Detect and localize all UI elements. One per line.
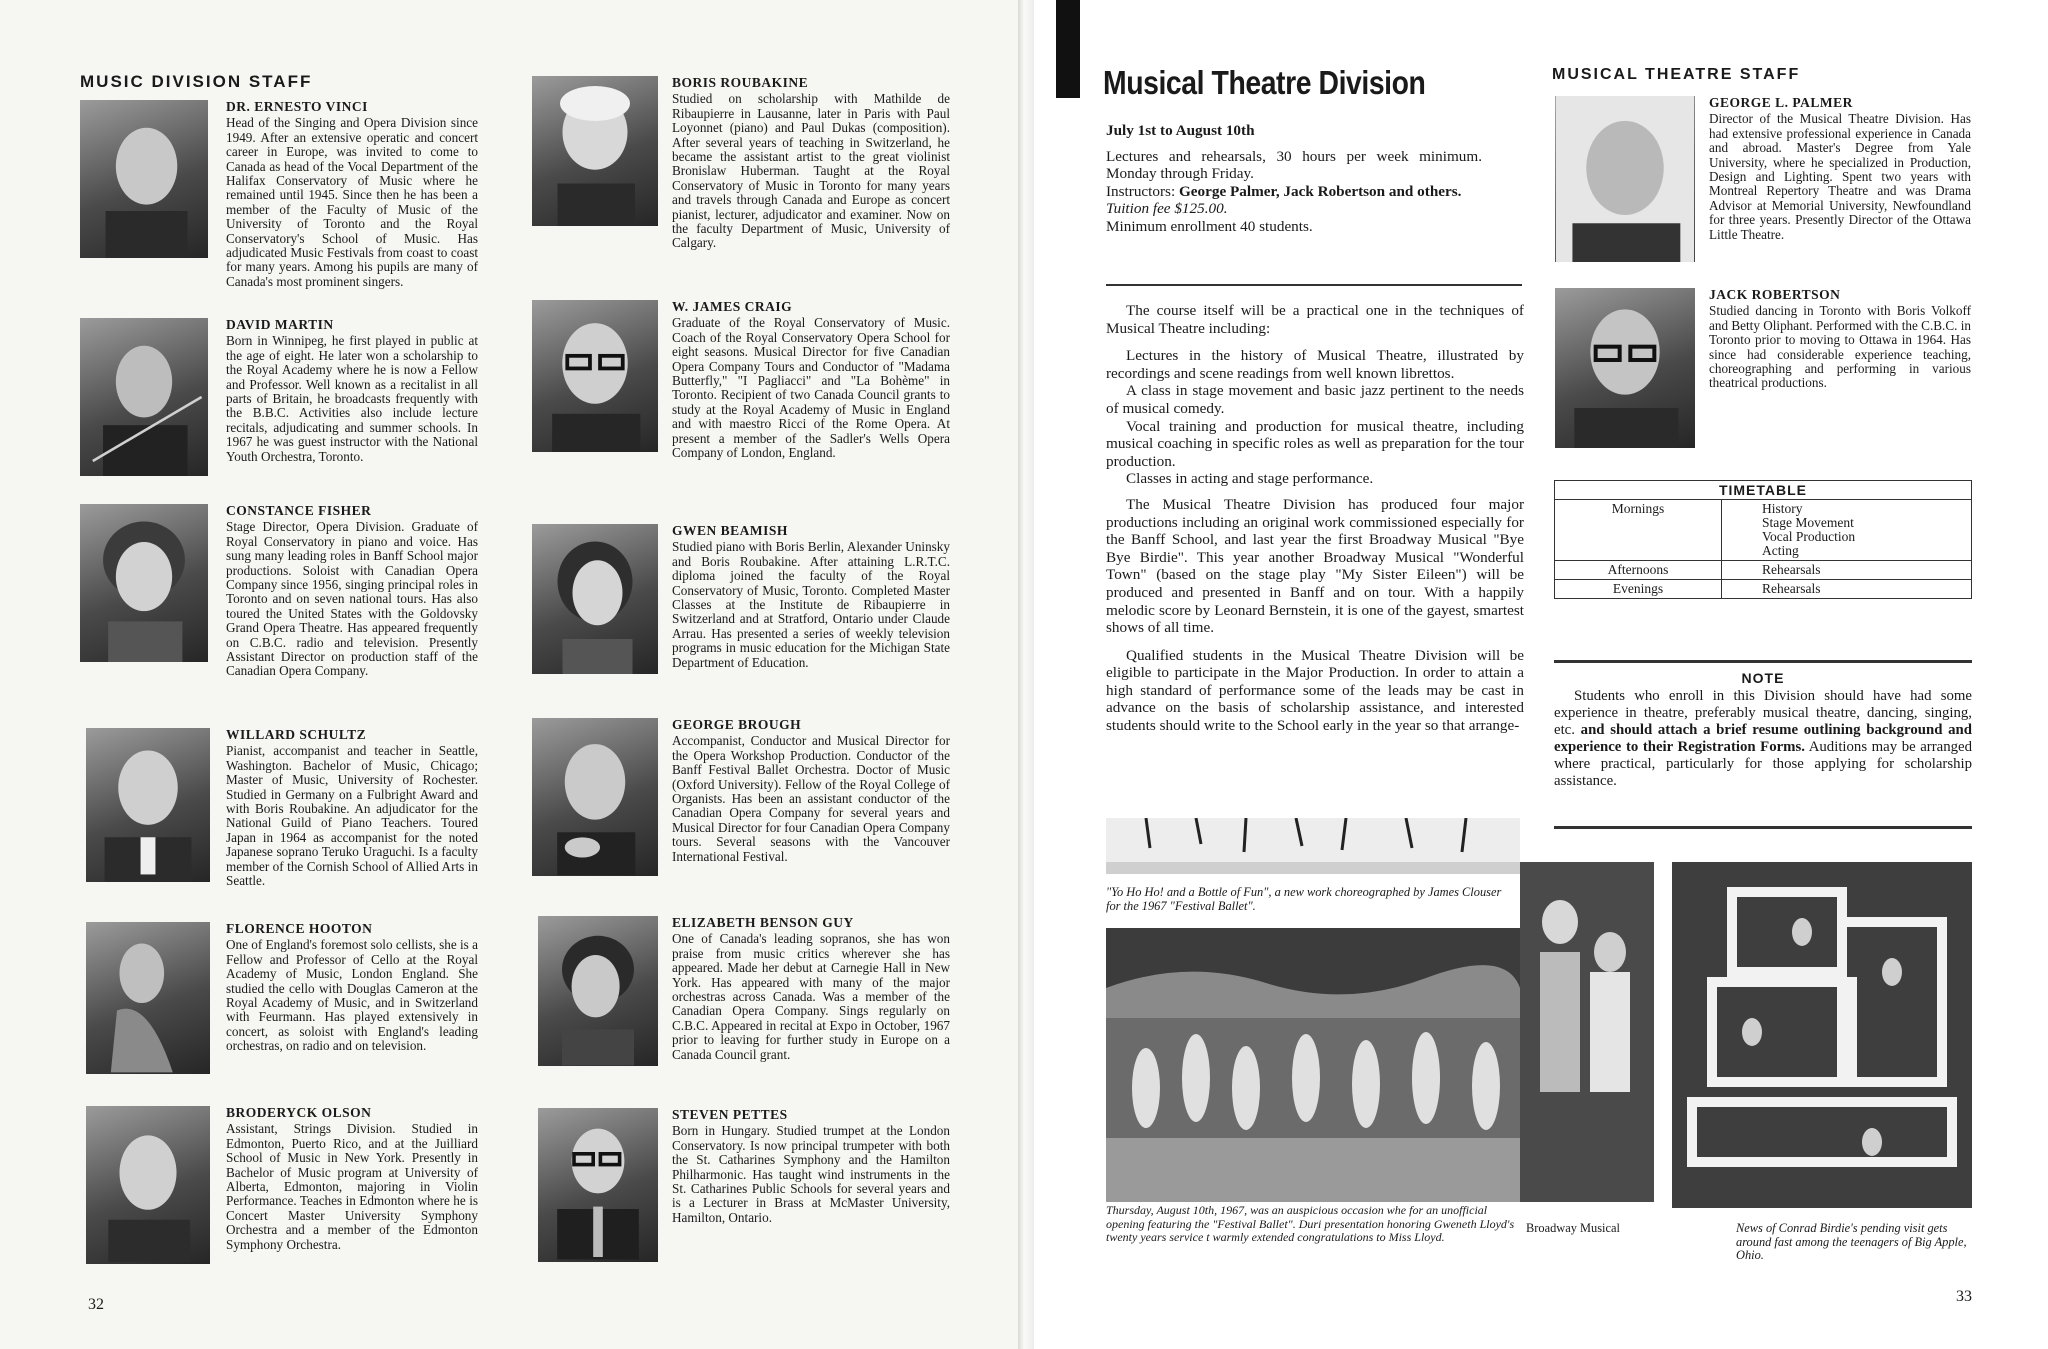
staff-text (226, 318, 478, 464)
left-page (0, 0, 1018, 1349)
course-item: Vocal training and production for musical theatre, including musical coaching in specific roles as well as preparation for the tour production. (1106, 417, 1524, 470)
staff-entry (538, 916, 962, 1096)
staff-bio: Accompanist, Conductor and Musical Director for the Opera Workshop Production. Conductor of the Banff Festival Ballet Orchestra. Doctor of Music (Oxford University). Fellow of the Royal College of Organists. Has been an assistant conductor of the Canadian Opera Company for several years and Musical Director for four Canadian Opera Company tours. Several seasons with the Vancouver International Festival. (672, 733, 950, 864)
ballet-photo (1106, 818, 1520, 874)
staff-text (1709, 96, 1971, 242)
staff-text (672, 1108, 950, 1225)
course-instructors (1106, 183, 1482, 201)
staff-entry (532, 76, 962, 276)
staff-bio: Studied piano with Boris Berlin, Alexander Uninsky and Boris Roubakine. After attaining L.R.T.C. diploma joined the faculty of the Royal Conservatory of Music, Toronto. Completed Master Classes at the Institute de Ribaupierre in Switzerland and at Stratford, Ontario under Claude Arrau. Has presented a series of weekly television programs in music education for the Michigan State Department of Education. (672, 539, 950, 670)
activity-cell (1722, 500, 1972, 561)
staff-entry (80, 100, 500, 300)
staff-portrait (1555, 96, 1695, 262)
activity: History (1762, 501, 1803, 516)
staff-entry (80, 318, 500, 488)
staff-portrait (86, 922, 210, 1074)
staff-name: W. JAMES CRAIG (672, 299, 793, 314)
staff-text (672, 718, 950, 864)
birdie-caption: News of Conrad Birdie's pending visit gets around fast among the teenagers of Big Apple, Ohio. (1736, 1221, 1967, 1262)
staff-text (226, 922, 478, 1054)
instructors-label: Instructors: (1106, 182, 1176, 200)
staff-bio: Born in Winnipeg, he first played in public at the age of eight. He later won a scholarship to the Royal Academy where he is now a Fellow and Professor. Well known as a recitalist in all parts of Britain, he broadcasts frequently with the B.B.C. Activities also include lecture recitals, adjudicating and summer schools. In 1967 he was guest instructor with the National Youth Orchestra, Toronto. (226, 333, 478, 464)
divider (1554, 660, 1972, 663)
instructors-names: George Palmer, Jack Robertson and others. (1178, 182, 1462, 200)
staff-name: JACK ROBERTSON (1709, 287, 1841, 302)
staff-bio: Studied dancing in Toronto with Boris Volkoff and Betty Oliphant. Performed with the C.B.C. in Toronto prior to moving to Ottawa in 1964. Has since had considerable experience teaching, choreographing and performing in various theatrical productions. (1709, 303, 1971, 391)
qualified-paragraph: Qualified students in the Musical Theatre Division will be eligible to participate in the Major Production. In order to attain a high standard of performance some of the leads may be cast in advance on the basis of scholarship assistance, and interested students should write to the School early in the year so that arrange- (1106, 646, 1524, 735)
staff-entry (532, 718, 962, 898)
staff-name: GWEN BEAMISH (672, 523, 788, 538)
staff-text (672, 916, 950, 1062)
staff-entry (532, 524, 962, 704)
table-row (1555, 580, 1972, 599)
staff-name: BORIS ROUBAKINE (672, 75, 809, 90)
activity: Vocal Production (1762, 529, 1856, 544)
staff-entry (86, 728, 500, 898)
staff-bio: One of England's foremost solo cellists, she is a Fellow and Professor of Cello at the Royal Academy of Music, London England. She studied the cello with Douglas Cameron at the Royal Academy of Music, and in Switzerland with Feurmann. Has played extensively in concert, as soloist with England's leading orchestras, on radio and on television. (226, 937, 478, 1054)
course-item: Classes in acting and stage performance. (1126, 470, 1374, 488)
table-row (1555, 500, 1972, 561)
staff-bio: Graduate of the Royal Conservatory of Music. Coach of the Royal Conservatory Opera School for eight seasons. Musical Director for five Canadian Opera Company Tours and Conductor of "Madama Butterfly," "I Pagliacci" and "La Bohème" in Toronto. Recipient of two Canada Council grants to study at the Royal Academy of Music in England and with maestro Ricci of the Rome Opera. At present a member of the Sadler's Wells Opera Company of London, England. (672, 315, 950, 461)
staff-portrait (1555, 288, 1695, 448)
divider (1554, 826, 1972, 829)
staff-text (672, 76, 950, 251)
staff-portrait (532, 718, 658, 876)
tuition-fee: Tuition fee $125.00. (1106, 200, 1228, 218)
staff-text (226, 100, 478, 289)
course-dates: July 1st to August 10th (1106, 122, 1255, 139)
birdie-photo (1672, 862, 1972, 1208)
staff-name: GEORGE BROUGH (672, 717, 802, 732)
musical-theatre-staff-heading: MUSICAL THEATRE STAFF (1552, 66, 1801, 83)
activity: Stage Movement (1762, 515, 1854, 530)
staff-name: WILLARD SCHULTZ (226, 727, 367, 742)
staff-name: ELIZABETH BENSON GUY (672, 915, 854, 930)
staff-portrait (86, 728, 210, 882)
timetable (1554, 480, 1972, 599)
staff-portrait (80, 318, 208, 476)
timetable-table (1554, 480, 1972, 599)
productions-paragraph: The Musical Theatre Division has produced four major productions including an original work commissioned especially for the Banff School, and last year the first Broadway Musical "Bye Bye Birdie". This year another Broadway Musical "Wonderful Town" (based on the stage play "My Sister Eileen") will be produced and presented in Banff and on tour. With a happily melodic score by Leonard Bernstein, it is one of the gayest, smartest shows of all time. (1106, 495, 1524, 637)
staff-bio: Assistant, Strings Division. Studied in Edmonton, Puerto Rico, and at the Juilliard School of Music in New York. Presently in Bachelor of Music program at University of Alberta, Edmonton, majoring in Violin Performance. Teaches in Edmonton where he is Concert Master University Symphony Orchestra and a member of the Edmonton Symphony Orchestra. (226, 1121, 478, 1252)
staff-entry (80, 504, 500, 704)
broadway-photo (1520, 862, 1654, 1202)
course-item: A class in stage movement and basic jazz pertinent to the needs of musical comedy. (1106, 382, 1524, 417)
gutter (1018, 0, 1034, 1349)
staff-bio: Head of the Singing and Opera Division since 1949. After an extensive operatic and concert career in Europe, was invited to come to Canada as head of the Vocal Department of the Halifax Conservatory of Music where he remained until 1945. Since then he has been a member of the Faculty of Music of the University of Toronto and the Royal Conservatory's School of Music. Has adjudicated Music Festivals from coast to coast for many years. Among his pupils are many of Canada's most prominent singers. (226, 115, 478, 289)
staff-bio: Studied on scholarship with Mathilde de Ribaupierre in Lausanne, later in Paris with Paul Loyonnet (piano) and Paul Dukas (composition). After several years of teaching in Switzerland, he became the assistant artist to the great violinist Bronislaw Huberman. Taught at the Royal Conservatory of Music in Toronto for many years and travels through Canada and Europe as concert pianist, lecturer, adjudicator and examiner. Now on the faculty Department of Music, University of Calgary. (672, 91, 950, 251)
section-tab-bar (1056, 0, 1080, 98)
staff-portrait (538, 1108, 658, 1262)
note-text-bold: and should attach a brief resume outlining background and experience to their Registration Forms. (1554, 722, 1973, 755)
staff-portrait (538, 916, 658, 1066)
page-title: Musical Theatre Division (1103, 64, 1426, 101)
page-number: 32 (88, 1296, 104, 1313)
note-box (1554, 670, 1972, 790)
staff-name: STEVEN PETTES (672, 1107, 788, 1122)
staff-name: GEORGE L. PALMER (1709, 95, 1853, 110)
staff-portrait (80, 100, 208, 258)
minimum-enrollment: Minimum enrollment 40 students. (1106, 217, 1313, 235)
music-division-staff-heading: MUSIC DIVISION STAFF (80, 72, 313, 91)
staff-name: CONSTANCE FISHER (226, 503, 372, 518)
staff-text (672, 300, 950, 460)
activity: Rehearsals (1762, 581, 1821, 596)
note-text (1554, 688, 1972, 790)
staff-bio: Born in Hungary. Studied trumpet at the London Conservatory. Is now principal trumpeter with both the St. Catharines Symphony and the Hamilton Philharmonic. Has taught wind instruments in the St. Catharines Public Schools for several years and is a Lecturer in Brass at McMaster University, Hamilton, Ontario. (672, 1123, 950, 1225)
activity: Acting (1762, 543, 1799, 558)
course-intro: The course itself will be a practical one in the techniques of Musical Theatre including: (1106, 302, 1524, 337)
staff-entry (532, 300, 962, 500)
staff-text (672, 524, 950, 670)
staff-entry (86, 1106, 500, 1276)
staff-name: FLORENCE HOOTON (226, 921, 373, 936)
staff-entry (86, 922, 500, 1092)
time-cell: Mornings (1555, 500, 1722, 561)
course-details (1106, 122, 1482, 236)
staff-text (226, 728, 478, 888)
page-number: 33 (1956, 1288, 1972, 1305)
staff-text (226, 1106, 478, 1252)
stage-caption: Thursday, August 10th, 1967, was an auspicious occasion whe for an unofficial opening featuring the "Festival Ballet". Duri presentation honoring Gweneth Lloyd's twenty years service t warmly extended congratulations to Miss Lloyd. (1106, 1204, 1515, 1244)
staff-name: BRODERYCK OLSON (226, 1105, 372, 1120)
staff-name: DR. ERNESTO VINCI (226, 99, 368, 114)
staff-entry (1555, 288, 1975, 458)
staff-text (226, 504, 478, 679)
staff-text (1709, 288, 1971, 391)
time-cell: Afternoons (1555, 561, 1722, 580)
course-description (1106, 302, 1524, 735)
divider (1106, 284, 1522, 286)
stage-photo (1106, 928, 1520, 1202)
note-text-b: Auditions may be arranged where practical, particularly for those applying for scholarship assistance. (1554, 739, 1972, 789)
staff-portrait (80, 504, 208, 662)
staff-bio: Stage Director, Opera Division. Graduate of Royal Conservatory in piano and voice. Has sung many leading roles in Banff School major productions. Soloist with Canadian Opera Company since 1956, singing principal roles in Toronto and on seven national tours. Has also toured the United States with the Goldovsky Grand Opera Theatre. Has appeared frequently on C.B.C. radio and television. Presently Assistant Director on production staff of the Canadian Opera Company. (226, 519, 478, 679)
staff-entry (1555, 96, 1975, 276)
staff-portrait (532, 76, 658, 226)
note-text-a: Students who enroll in this Division should have had some experience in theatre, preferably musical theatre, dancing, singing, etc. (1554, 688, 1972, 738)
staff-bio: Pianist, accompanist and teacher in Seattle, Washington. Bachelor of Music, Chicago; Master of Music, University of Rochester. Studied in Germany on a Fulbright Award and with Boris Roubakine. An adjudicator for the National Guild of Piano Teachers. Toured Japan in 1964 as accompanist for the noted Japanese soprano Teruko Uraguchi. Is a faculty member of the Cornish School of Allied Arts in Seattle. (226, 743, 478, 889)
timetable-heading: TIMETABLE (1555, 481, 1972, 500)
staff-portrait (86, 1106, 210, 1264)
staff-entry (538, 1108, 962, 1268)
staff-portrait (532, 300, 658, 452)
note-heading: NOTE (1741, 670, 1785, 686)
ballet-caption: "Yo Ho Ho! and a Bottle of Fun", a new work choreographed by James Clouser for the 1967 "Festival Ballet". (1106, 885, 1502, 913)
table-row (1555, 561, 1972, 580)
time-cell: Evenings (1555, 580, 1722, 599)
activity: Rehearsals (1762, 562, 1821, 577)
activity-cell (1722, 561, 1972, 580)
activity-cell (1722, 580, 1972, 599)
staff-bio: One of Canada's leading sopranos, she has won praise from music critics wherever she has appeared. Made her debut at Carnegie Hall in New York. Has appeared with many of the major orchestras across Canada. Was a member of the Canadian Opera Company. Sings regularly on C.B.C. Appeared in recital at Expo in October, 1967 prior to leaving for further study in Europe on a Canada Council grant. (672, 931, 950, 1062)
course-item: Lectures in the history of Musical Theatre, illustrated by recordings and scene readings from well known librettos. (1106, 347, 1524, 382)
staff-bio: Director of the Musical Theatre Division. Has had extensive professional experience in Canada and abroad. Master's Degree from Yale University, where he specialized in Production, Design and Lighting. Spent two years with Montreal Repertory Theatre and was Drama Advisor at Memorial University, Newfoundland for three years. Presently Director of the Ottawa Little Theatre. (1709, 111, 1971, 242)
staff-portrait (532, 524, 658, 674)
staff-name: DAVID MARTIN (226, 317, 334, 332)
course-hours: Lectures and rehearsals, 30 hours per week minimum. Monday through Friday. (1106, 147, 1482, 183)
broadway-caption: Broadway Musical (1526, 1221, 1620, 1235)
